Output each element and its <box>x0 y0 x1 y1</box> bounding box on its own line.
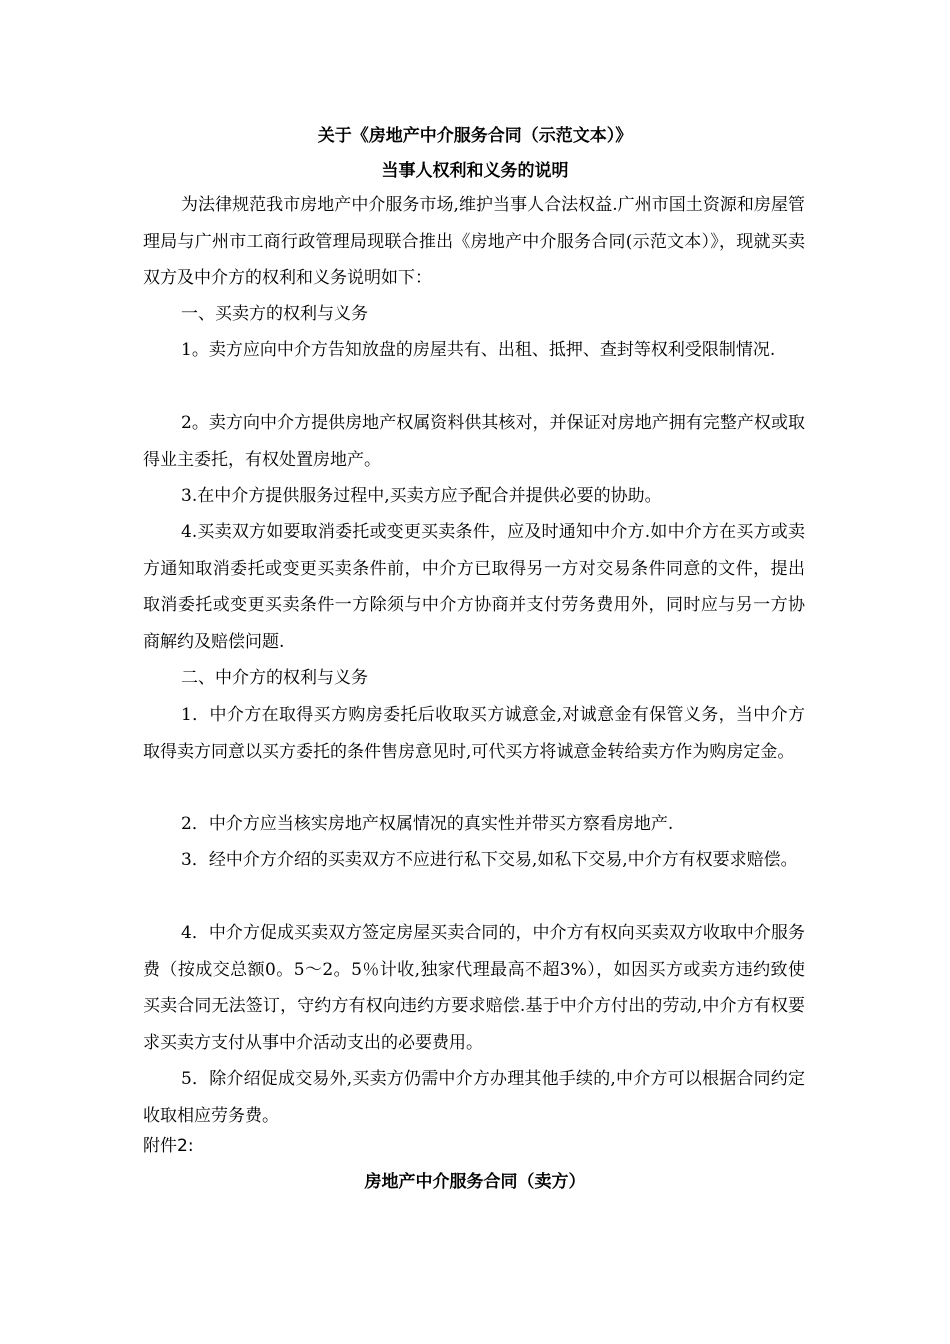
document-title: 关于《房地产中介服务合同（示范文本）》 <box>317 126 633 146</box>
section1-item: 1。卖方应向中介方告知放盘的房屋共有、出租、抵押、查封等权利受限制情况. <box>181 340 776 360</box>
section2-item: 3．经中介方介绍的买卖双方不应进行私下交易,如私下交易,中介方有权要求赔偿。 <box>181 850 798 870</box>
section2-item: 5．除介绍促成交易外,买卖方仍需中介方办理其他手续的,中介方可以根据合同约定收取相应劳务费。 <box>143 1069 805 1126</box>
section2-item: 2．中介方应当核实房地产权属情况的真实性并带买方察看房地产. <box>181 814 674 834</box>
document-subtitle: 当事人权利和义务的说明 <box>381 161 569 181</box>
section1-item: 2。卖方向中介方提供房地产权属资料供其核对，并保证对房地产拥有完整产权或取得业主委托，有权处置房地产。 <box>143 413 805 470</box>
section1-heading: 一、买卖方的权利与义务 <box>181 304 368 324</box>
section1-item: 4.买卖双方如要取消委托或变更买卖条件，应及时通知中介方.如中介方在买方或卖方通知取消委托或变更买卖条件前，中介方已取得另一方对交易条件同意的文件，提出取消委托或变更买卖条件一方除须与中介方协商并支付劳务费用外，同时应与另一方协商解约及赔偿问题. <box>143 522 805 652</box>
attachment-title: 房地产中介服务合同（卖方） <box>364 1172 586 1192</box>
section1-item: 3.在中介方提供服务过程中,买卖方应予配合并提供必要的协助。 <box>181 486 662 506</box>
attachment-label: 附件2: <box>143 1136 194 1156</box>
section2-item: 4．中介方促成买卖双方签定房屋买卖合同的，中介方有权向买卖双方收取中介服务费（按成交总额0。5～2。5％计收,独家代理最高不超3%），如因买方或卖方违约致使买卖合同无法签订，守约方有权向违约方要求赔偿.基于中介方付出的劳动,中介方有权要求买卖方支付从事中介活动支出的必要费用。 <box>143 923 805 1053</box>
section2-heading: 二、中介方的权利与义务 <box>181 668 368 688</box>
intro-paragraph: 为法律规范我市房地产中介服务市场,维护当事人合法权益.广州市国土资源和房屋管理局与广州市工商行政管理局现联合推出《房地产中介服务合同(示范文本）》，现就买卖双方及中介方的权利和义务说明如下： <box>143 195 805 288</box>
section2-item: 1．中介方在取得买方购房委托后收取买方诚意金,对诚意金有保管义务，当中介方取得卖方同意以买方委托的条件售房意见时,可代买方将诚意金转给卖方作为购房定金。 <box>143 705 805 762</box>
